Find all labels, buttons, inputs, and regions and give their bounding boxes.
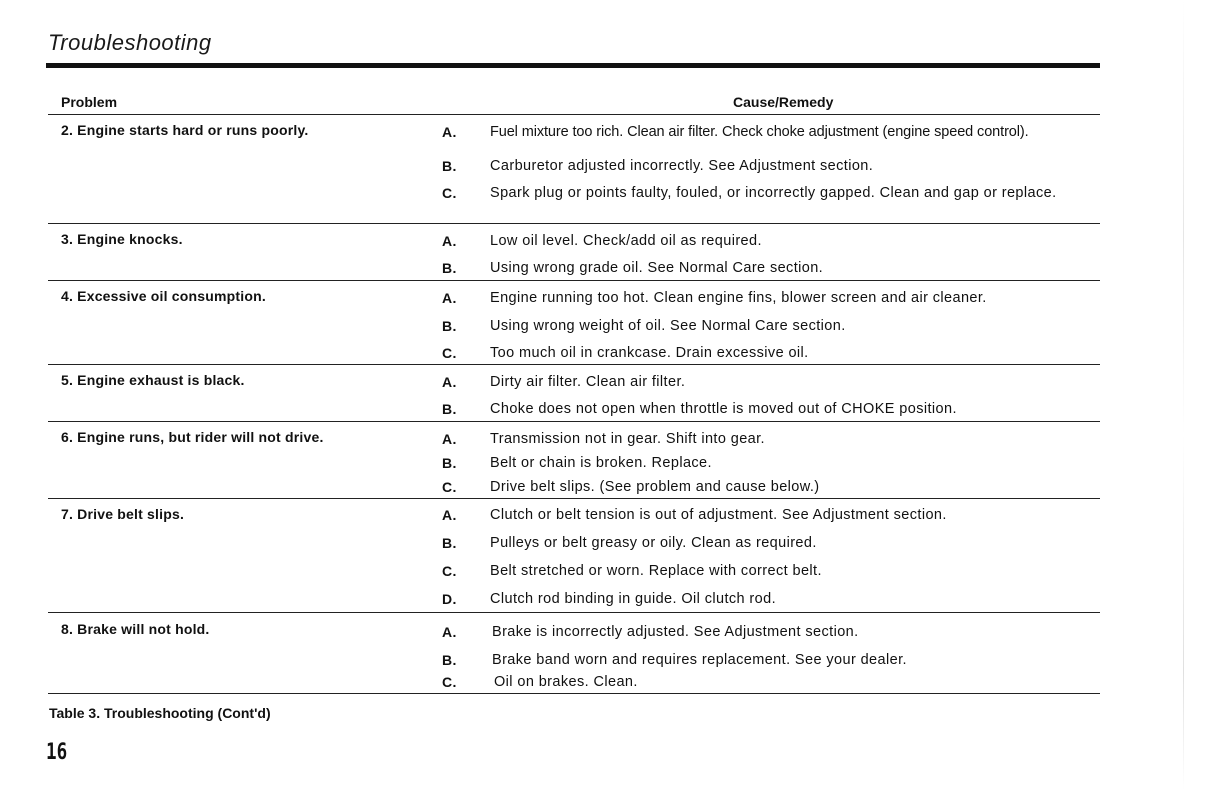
remedy-letter: A.: [442, 374, 457, 390]
title-rule: [46, 63, 1100, 68]
remedy-letter: B.: [442, 401, 457, 417]
remedy-text: Clutch or belt tension is out of adjustment. See Adjustment section.: [490, 507, 947, 523]
problem-label: 4. Excessive oil consumption.: [61, 288, 266, 304]
remedy-text: Choke does not open when throttle is moved out of CHOKE position.: [490, 401, 957, 417]
problem-label: 2. Engine starts hard or runs poorly.: [61, 122, 309, 138]
remedy-letter: A.: [442, 431, 457, 447]
remedy-letter: B.: [442, 260, 457, 276]
remedy-letter: C.: [442, 345, 457, 361]
remedy-text: Spark plug or points faulty, fouled, or incorrectly gapped. Clean and gap or replace.: [490, 185, 1057, 201]
remedy-letter: C.: [442, 479, 457, 495]
remedy-text: Using wrong weight of oil. See Normal Care section.: [490, 318, 846, 334]
remedy-text: Belt stretched or worn. Replace with correct belt.: [490, 563, 822, 579]
remedy-letter: C.: [442, 185, 457, 201]
remedy-text: Brake is incorrectly adjusted. See Adjustment section.: [492, 624, 859, 640]
table-row: [48, 422, 1100, 499]
remedy-letter: B.: [442, 455, 457, 471]
problem-label: 8. Brake will not hold.: [61, 621, 210, 637]
problem-label: 6. Engine runs, but rider will not drive.: [61, 429, 324, 445]
problem-label: 7. Drive belt slips.: [61, 506, 185, 522]
table-row: [48, 224, 1100, 281]
remedy-letter: C.: [442, 563, 457, 579]
remedy-letter: A.: [442, 507, 457, 523]
remedy-text: Dirty air filter. Clean air filter.: [490, 374, 686, 390]
remedy-text: Pulleys or belt greasy or oily. Clean as required.: [490, 535, 817, 551]
remedy-text: Fuel mixture too rich. Clean air filter. Check choke adjustment (engine speed control).: [490, 124, 1029, 140]
table-row: [48, 115, 1100, 224]
remedy-letter: B.: [442, 318, 457, 334]
remedy-letter: A.: [442, 624, 457, 640]
remedy-text: Too much oil in crankcase. Drain excessive oil.: [490, 345, 809, 361]
remedy-text: Using wrong grade oil. See Normal Care section.: [490, 260, 824, 276]
table-header: [48, 84, 1100, 115]
remedy-letter: B.: [442, 158, 457, 174]
header-cause-remedy: Cause/Remedy: [733, 94, 834, 110]
remedy-text: Brake band worn and requires replacement. See your dealer.: [492, 652, 907, 668]
header-problem: Problem: [61, 94, 118, 110]
remedy-text: Clutch rod binding in guide. Oil clutch rod.: [490, 591, 776, 607]
page-title: Troubleshooting: [48, 30, 212, 55]
remedy-text: Oil on brakes. Clean.: [494, 674, 638, 690]
problem-label: 5. Engine exhaust is black.: [61, 372, 245, 388]
remedy-text: Carburetor adjusted incorrectly. See Adjustment section.: [490, 158, 874, 174]
remedy-text: Transmission not in gear. Shift into gear.: [490, 431, 765, 447]
problem-label: 3. Engine knocks.: [61, 231, 183, 247]
table-row: [48, 281, 1100, 365]
remedy-letter: A.: [442, 290, 457, 306]
remedy-text: Belt or chain is broken. Replace.: [490, 455, 712, 471]
table-row: [48, 613, 1100, 694]
remedy-text: Drive belt slips. (See problem and cause below.): [490, 479, 820, 495]
scan-edge-divider: [1183, 0, 1184, 790]
remedy-letter: A.: [442, 124, 457, 140]
table-caption: Table 3. Troubleshooting (Cont'd): [49, 705, 271, 721]
remedy-letter: B.: [442, 652, 457, 668]
page-number: 16: [46, 740, 68, 765]
table-row: [48, 499, 1100, 613]
remedy-letter: A.: [442, 233, 457, 249]
troubleshooting-table: [48, 84, 1100, 694]
remedy-text: Low oil level. Check/add oil as required.: [490, 233, 762, 249]
remedy-letter: C.: [442, 674, 457, 690]
remedy-letter: B.: [442, 535, 457, 551]
remedy-text: Engine running too hot. Clean engine fins, blower screen and air cleaner.: [490, 290, 987, 306]
remedy-letter: D.: [442, 591, 457, 607]
table-row: [48, 365, 1100, 422]
